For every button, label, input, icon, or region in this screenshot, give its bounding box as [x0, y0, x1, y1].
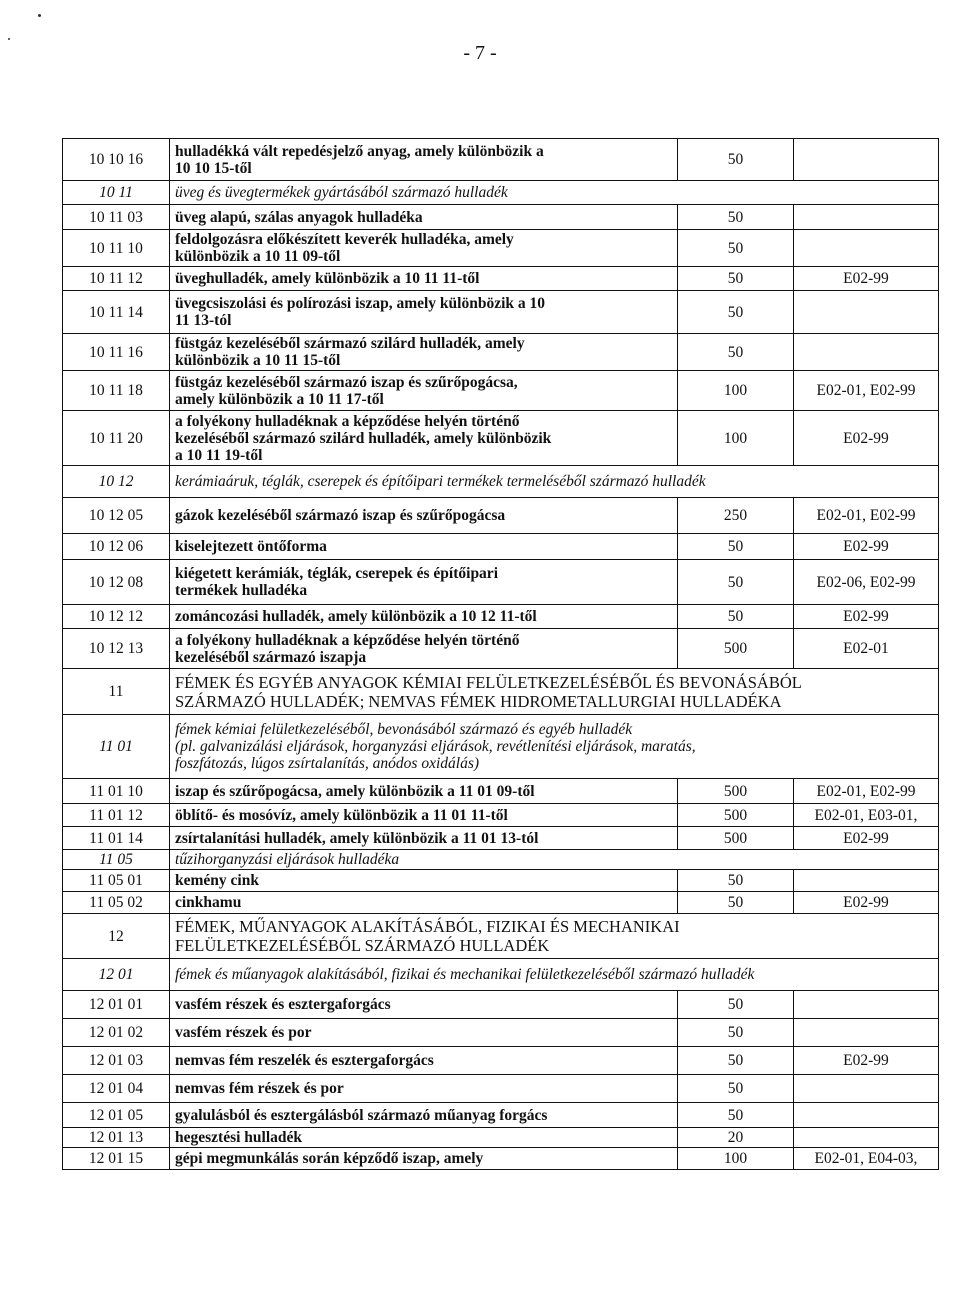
table-row [63, 715, 939, 779]
description-cell: zsírtalanítási hulladék, amely különbözik a 11 01 13-tól [170, 827, 678, 850]
limit-value-cell: 50 [678, 139, 794, 181]
description-cell: füstgáz kezeléséből származó szilárd hulladék, amely különbözik a 10 11 15-től [170, 334, 678, 371]
table-row [63, 1019, 939, 1047]
scan-speck [8, 38, 10, 40]
table-body [63, 139, 939, 1170]
test-method-cell [794, 1103, 939, 1128]
test-method-cell [794, 139, 939, 181]
test-method-cell [794, 1128, 939, 1148]
group-title-cell: tűzihorganyzási eljárások hulladéka [170, 850, 939, 870]
table-row [63, 1075, 939, 1103]
limit-value-cell: 100 [678, 411, 794, 466]
waste-code-cell: 12 01 03 [63, 1047, 170, 1075]
test-method-cell [794, 870, 939, 892]
test-method-cell: E02-06, E02-99 [794, 560, 939, 605]
waste-code-cell: 12 01 15 [63, 1148, 170, 1170]
table-row [63, 629, 939, 669]
waste-code-cell: 12 01 04 [63, 1075, 170, 1103]
group-title-cell: kerámiaáruk, téglák, cserepek és építőipari termékek termeléséből származó hulladék [170, 466, 939, 498]
test-method-cell [794, 1019, 939, 1047]
test-method-cell: E02-01, E03-01, [794, 804, 939, 827]
table-row [63, 466, 939, 498]
waste-code-cell: 11 05 02 [63, 892, 170, 914]
test-method-cell [794, 991, 939, 1019]
limit-value-cell: 50 [678, 1103, 794, 1128]
waste-code-cell: 10 10 16 [63, 139, 170, 181]
test-method-cell: E02-99 [794, 534, 939, 560]
table-row [63, 914, 939, 959]
test-method-cell: E02-99 [794, 267, 939, 291]
table-row [63, 498, 939, 534]
description-cell: üveghulladék, amely különbözik a 10 11 11-től [170, 267, 678, 291]
limit-value-cell: 50 [678, 534, 794, 560]
description-cell: öblítő- és mosóvíz, amely különbözik a 11 01 11-től [170, 804, 678, 827]
table-row [63, 1128, 939, 1148]
description-cell: a folyékony hulladéknak a képződése helyén történő kezeléséből származó szilárd hulladék, amely különbözik a 10 11 19-től [170, 411, 678, 466]
description-cell: kemény cink [170, 870, 678, 892]
limit-value-cell: 50 [678, 205, 794, 230]
description-cell: gyalulásból és esztergálásból származó műanyag forgács [170, 1103, 678, 1128]
waste-code-cell: 12 01 [63, 959, 170, 991]
table-row [63, 411, 939, 466]
waste-code-cell: 10 11 [63, 181, 170, 205]
description-cell: gázok kezeléséből származó iszap és szűrőpogácsa [170, 498, 678, 534]
scan-speck [38, 14, 41, 17]
group-title-cell: üveg és üvegtermékek gyártásából származó hulladék [170, 181, 939, 205]
waste-code-cell: 10 12 05 [63, 498, 170, 534]
limit-value-cell: 50 [678, 560, 794, 605]
page-number: - 7 - [463, 42, 497, 64]
test-method-cell: E02-99 [794, 605, 939, 629]
test-method-cell: E02-01 [794, 629, 939, 669]
table-row [63, 230, 939, 267]
table-row [63, 1148, 939, 1170]
description-cell: iszap és szűrőpogácsa, amely különbözik a 11 01 09-től [170, 779, 678, 804]
waste-code-cell: 10 11 20 [63, 411, 170, 466]
waste-code-cell: 10 11 03 [63, 205, 170, 230]
limit-value-cell: 250 [678, 498, 794, 534]
table-row [63, 560, 939, 605]
table-row [63, 779, 939, 804]
waste-code-cell: 11 01 14 [63, 827, 170, 850]
limit-value-cell: 50 [678, 291, 794, 334]
limit-value-cell: 500 [678, 827, 794, 850]
test-method-cell [794, 291, 939, 334]
description-cell: kiégetett kerámiák, téglák, cserepek és építőipari termékek hulladéka [170, 560, 678, 605]
limit-value-cell: 50 [678, 892, 794, 914]
limit-value-cell: 50 [678, 605, 794, 629]
test-method-cell [794, 334, 939, 371]
limit-value-cell: 50 [678, 1047, 794, 1075]
waste-code-cell: 11 01 [63, 715, 170, 779]
table-row [63, 181, 939, 205]
test-method-cell: E02-01, E02-99 [794, 779, 939, 804]
table-row [63, 991, 939, 1019]
table-row [63, 139, 939, 181]
waste-code-cell: 11 [63, 669, 170, 715]
test-method-cell: E02-99 [794, 892, 939, 914]
table-row [63, 959, 939, 991]
waste-code-cell: 11 05 [63, 850, 170, 870]
test-method-cell [794, 230, 939, 267]
description-cell: vasfém részek és esztergaforgács [170, 991, 678, 1019]
description-cell: gépi megmunkálás során képződő iszap, amely [170, 1148, 678, 1170]
limit-value-cell: 50 [678, 870, 794, 892]
waste-code-cell: 12 01 05 [63, 1103, 170, 1128]
test-method-cell: E02-01, E02-99 [794, 498, 939, 534]
description-cell: feldolgozásra előkészített keverék hulladéka, amely különbözik a 10 11 09-től [170, 230, 678, 267]
description-cell: zománcozási hulladék, amely különbözik a 10 12 11-től [170, 605, 678, 629]
waste-code-cell: 11 05 01 [63, 870, 170, 892]
waste-code-cell: 10 11 18 [63, 371, 170, 411]
description-cell: vasfém részek és por [170, 1019, 678, 1047]
description-cell: üvegcsiszolási és polírozási iszap, amely különbözik a 10 11 13-tól [170, 291, 678, 334]
table-row [63, 892, 939, 914]
limit-value-cell: 50 [678, 1019, 794, 1047]
waste-code-cell: 10 11 16 [63, 334, 170, 371]
limit-value-cell: 50 [678, 230, 794, 267]
table-row [63, 804, 939, 827]
table-row [63, 291, 939, 334]
limit-value-cell: 100 [678, 371, 794, 411]
chapter-title-cell: FÉMEK ÉS EGYÉB ANYAGOK KÉMIAI FELÜLETKEZELÉSÉBŐL ÉS BEVONÁSÁBÓL SZÁRMAZÓ HULLADÉK; NEMVAS FÉMEK HIDROMETALLURGIAI HULLADÉKA [170, 669, 939, 715]
limit-value-cell: 50 [678, 334, 794, 371]
group-title-cell: fémek és műanyagok alakításából, fizikai és mechanikai felületkezeléséből származó hulladék [170, 959, 939, 991]
table-row [63, 534, 939, 560]
limit-value-cell: 100 [678, 1148, 794, 1170]
test-method-cell: E02-99 [794, 827, 939, 850]
limit-value-cell: 500 [678, 804, 794, 827]
limit-value-cell: 50 [678, 267, 794, 291]
limit-value-cell: 500 [678, 779, 794, 804]
waste-code-cell: 10 12 06 [63, 534, 170, 560]
limit-value-cell: 50 [678, 991, 794, 1019]
description-cell: nemvas fém részek és por [170, 1075, 678, 1103]
table-row [63, 827, 939, 850]
limit-value-cell: 500 [678, 629, 794, 669]
description-cell: cinkhamu [170, 892, 678, 914]
waste-code-cell: 10 11 14 [63, 291, 170, 334]
waste-code-cell: 10 12 13 [63, 629, 170, 669]
test-method-cell: E02-99 [794, 1047, 939, 1075]
table-row [63, 669, 939, 715]
limit-value-cell: 50 [678, 1075, 794, 1103]
table-row [63, 267, 939, 291]
group-title-cell: fémek kémiai felületkezeléséből, bevonásából származó és egyéb hulladék (pl. galvanizálási eljárások, horganyzási eljárások, revétlenítési eljárások, maratás, foszfátozás, lúgos zsírtalanítás, anódos oxidálás) [170, 715, 939, 779]
limit-value-cell: 20 [678, 1128, 794, 1148]
table-row [63, 1047, 939, 1075]
table-row [63, 334, 939, 371]
table-row [63, 205, 939, 230]
table-row [63, 605, 939, 629]
test-method-cell: E02-01, E02-99 [794, 371, 939, 411]
waste-code-cell: 12 01 02 [63, 1019, 170, 1047]
waste-code-cell: 11 01 12 [63, 804, 170, 827]
waste-code-cell: 11 01 10 [63, 779, 170, 804]
chapter-title-cell: FÉMEK, MŰANYAGOK ALAKÍTÁSÁBÓL, FIZIKAI ÉS MECHANIKAI FELÜLETKEZELÉSÉBŐL SZÁRMAZÓ HULLADÉK [170, 914, 939, 959]
waste-code-cell: 10 12 [63, 466, 170, 498]
waste-code-cell: 12 01 01 [63, 991, 170, 1019]
description-cell: hegesztési hulladék [170, 1128, 678, 1148]
test-method-cell [794, 1075, 939, 1103]
waste-code-cell: 10 11 10 [63, 230, 170, 267]
waste-code-cell: 12 01 13 [63, 1128, 170, 1148]
test-method-cell: E02-01, E04-03, [794, 1148, 939, 1170]
description-cell: nemvas fém reszelék és esztergaforgács [170, 1047, 678, 1075]
description-cell: üveg alapú, szálas anyagok hulladéka [170, 205, 678, 230]
table-row [63, 1103, 939, 1128]
waste-code-table [62, 138, 939, 1170]
test-method-cell: E02-99 [794, 411, 939, 466]
waste-code-cell: 10 12 08 [63, 560, 170, 605]
description-cell: kiselejtezett öntőforma [170, 534, 678, 560]
test-method-cell [794, 205, 939, 230]
table-row [63, 870, 939, 892]
waste-code-cell: 10 12 12 [63, 605, 170, 629]
table-row [63, 850, 939, 870]
table-row [63, 371, 939, 411]
waste-code-cell: 10 11 12 [63, 267, 170, 291]
description-cell: a folyékony hulladéknak a képződése helyén történő kezeléséből származó iszapja [170, 629, 678, 669]
waste-code-cell: 12 [63, 914, 170, 959]
description-cell: füstgáz kezeléséből származó iszap és szűrőpogácsa, amely különbözik a 10 11 17-től [170, 371, 678, 411]
description-cell: hulladékká vált repedésjelző anyag, amely különbözik a 10 10 15-től [170, 139, 678, 181]
